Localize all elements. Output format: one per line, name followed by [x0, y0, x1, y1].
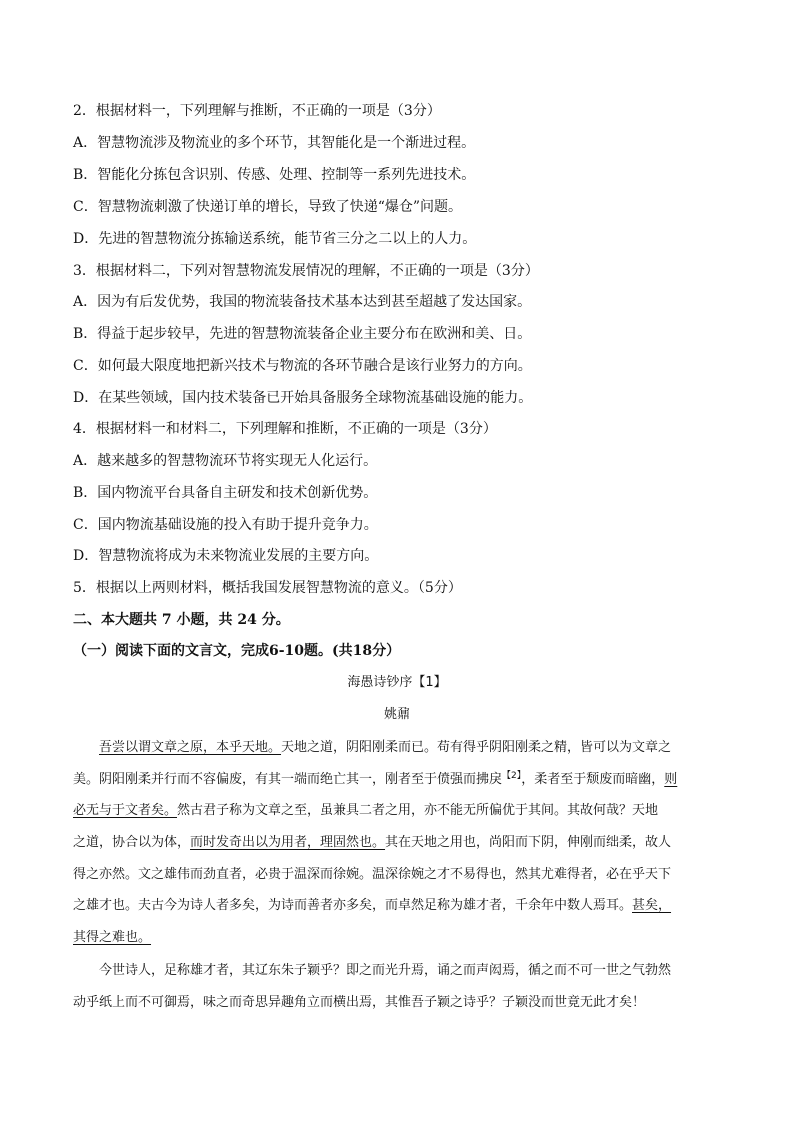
question-2-option-c: C．智慧物流刺激了快递订单的增长，导致了快递“爆仓”问题。: [73, 199, 463, 215]
passage-line: 之道，协合以为体，而时发奇出以为用者，理固然也。其在天地之用也，尚阳而下阴，伸刚而绌柔，故人: [73, 835, 672, 851]
underlined-sentence: 则: [664, 771, 678, 787]
question-2: 2．根据材料一，下列理解与推断，不正确的一项是（3分）: [73, 103, 441, 119]
passage-paragraph-2: [73, 955, 721, 1018]
question-5: 5．根据以上两则材料，概括我国发展智慧物流的意义。（5分）: [73, 580, 462, 596]
section-subheading: （一）阅读下面的文言文，完成6-10题。(共18分）: [73, 643, 401, 659]
question-4-option-b: B．国内物流平台具备自主研发和技术创新优势。: [73, 485, 378, 501]
underlined-sentence: 其得之难也。: [73, 930, 152, 946]
footnote-marker: 【2】: [502, 770, 522, 781]
underlined-sentence: 甚矣，: [632, 898, 672, 914]
passage-line: 动乎纸上而不可御焉，味之而奇思异趣角立而横出焉，其惟吾子颖之诗乎？子颖没而世竟无此才矣！: [73, 994, 646, 1010]
underlined-sentence: 而时发奇出以为用者，理固然也。: [190, 835, 386, 851]
question-3-option-d: D．在某些领域，国内技术装备已开始具备服务全球物流基础设施的能力。: [73, 390, 533, 406]
passage-line: 吾尝以谓文章之原，本乎天地。天地之道，阴阳刚柔而已。苟有得乎阴阳刚柔之精，皆可以为文章之: [99, 740, 672, 755]
question-2-option-d: D．先进的智慧物流分拣输送系统，能节省三分之二以上的人力。: [73, 231, 477, 247]
underlined-sentence: 吾尝以谓文章之原，本乎天地。: [99, 740, 282, 755]
question-4: 4．根据材料一和材料二，下列理解和推断，不正确的一项是（3分）: [73, 421, 497, 437]
question-3: 3．根据材料二，下列对智慧物流发展情况的理解，不正确的一项是（3分）: [73, 263, 539, 279]
passage-paragraph-1: [73, 732, 721, 954]
section-heading: 二、本大题共 7 小题，共 24 分。: [73, 612, 290, 628]
question-4-option-a: A．越来越多的智慧物流环节将实现无人化运行。: [73, 453, 378, 469]
passage-author: 姚鼐: [383, 707, 410, 722]
underlined-sentence: 必无与于文者矣。: [73, 803, 178, 819]
passage-line: 必无与于文者矣。然古君子称为文章之至，虽兼具二者之用，亦不能无所偏优于其间。其故何哉？天地: [73, 803, 659, 819]
question-4-option-c: C．国内物流基础设施的投入有助于提升竞争力。: [73, 517, 378, 533]
question-3-option-c: C．如何最大限度地把新兴技术与物流的各环节融合是该行业努力的方向。: [73, 358, 532, 374]
passage-line: 之雄才也。夫古今为诗人者多矣，为诗而善者亦多矣，而卓然足称为雄才者，千余年中数人焉耳。甚矣，: [73, 898, 672, 914]
question-2-option-a: A．智慧物流涉及物流业的多个环节，其智能化是一个渐进过程。: [73, 135, 476, 151]
passage-line: 今世诗人，足称雄才者，其辽东朱子颖乎？即之而光升焉，诵之而声闳焉，循之而不可一世之气勃然: [99, 963, 672, 978]
passage-line: 美。阴阳刚柔并行而不容偏废，有其一端而绝亡其一，刚者至于偾强而拂戾$^{【2】}$，柔者至于颓废而暗幽，则: [73, 770, 678, 787]
passage-line: 得之亦然。文之雄伟而劲直者，必贵于温深而徐婉。温深徐婉之才不易得也，然其尤难得者，必在乎天下: [73, 866, 672, 882]
question-3-option-b: B．得益于起步较早，先进的智慧物流装备企业主要分布在欧洲和美、日。: [73, 326, 532, 342]
passage-line: [73, 922, 721, 954]
question-2-option-b: B．智能化分拣包含识别、传感、处理、控制等一系列先进技术。: [73, 167, 476, 183]
question-3-option-a: A．因为有后发优势，我国的物流装备技术基本达到甚至超越了发达国家。: [73, 294, 532, 310]
passage-title: 海愚诗钞序【1】: [347, 675, 447, 690]
question-4-option-d: D．智慧物流将成为未来物流业发展的主要方向。: [73, 548, 379, 564]
